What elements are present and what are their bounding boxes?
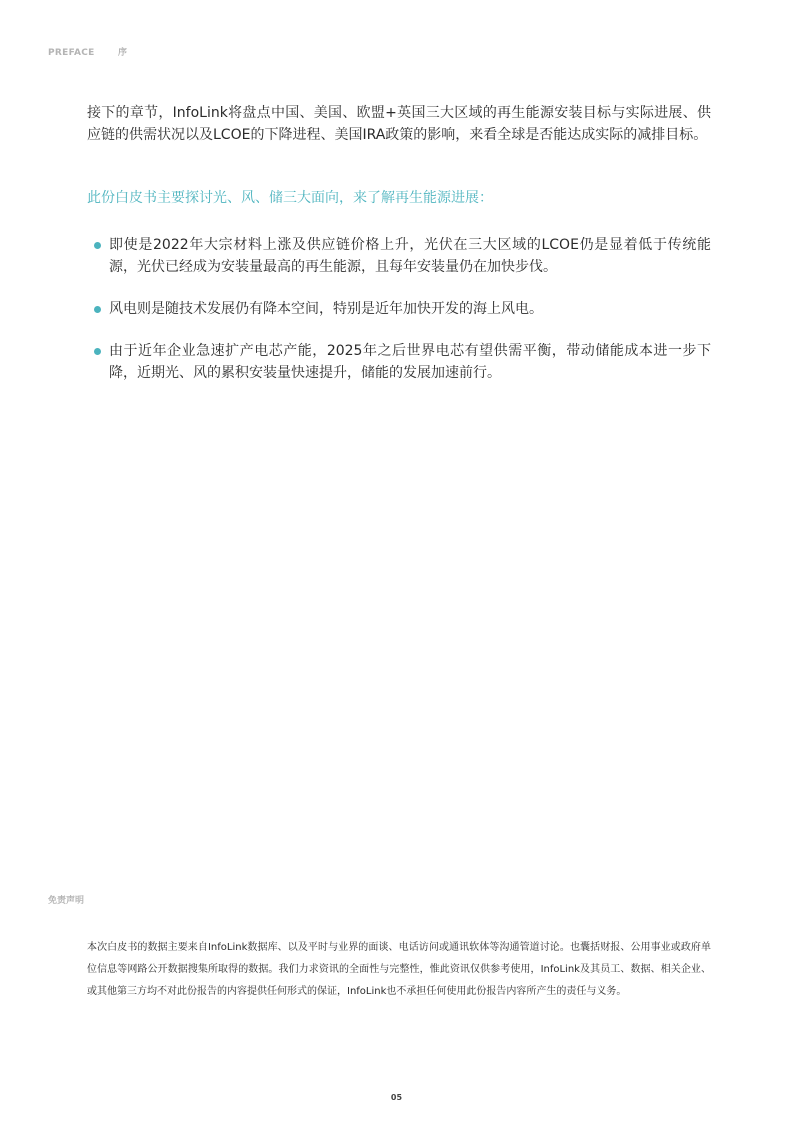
bullet-dot-icon <box>94 242 101 249</box>
bullet-dot-icon <box>94 306 101 313</box>
section-header-cn: 序 <box>118 48 128 58</box>
disclaimer-text: 本次白皮书的数据主要来自InfoLink数据库、以及平时与业界的面谈、电话访问或通讯软体等沟通管道讨论。也囊括财报、公用事业或政府单位信息等网路公开数据搜集所取得的数据。我们力求资讯的全面性与完整性，惟此资讯仅供参考使用，InfoLink及其员工、数据、相关企业、或其他第三方均不对此份报告的内容提供任何形式的保证，InfoLink也不承担任何使用此份报告内容所产生的责任与义务。 <box>87 942 711 997</box>
page-number: 05 <box>390 1093 403 1102</box>
intro-paragraph: 接下的章节，InfoLink将盘点中国、美国、欧盟+英国三大区域的再生能源安装目标与实际进展、供应链的供需状况以及LCOE的下降进程、美国IRA政策的影响，来看全球是否能达成实际的减排目标。 <box>87 105 711 143</box>
bullet-item <box>87 234 711 278</box>
section-header-en: PREFACE <box>48 48 95 58</box>
section-header <box>48 45 127 58</box>
bullet-text: 即使是2022年大宗材料上涨及供应链价格上升，光伏在三大区域的LCOE仍是显着低于传统能源，光伏已经成为安装量最高的再生能源，且每年安装量仍在加快步伐。 <box>109 237 711 275</box>
highlight-subheading: 此份白皮书主要探讨光、风、储三大面向，来了解再生能源进展： <box>87 190 493 206</box>
bullet-text: 风电则是随技术发展仍有降本空间，特别是近年加快开发的海上风电。 <box>109 301 543 317</box>
bullet-list <box>87 234 711 404</box>
bullet-item <box>87 340 711 384</box>
bullet-item <box>87 298 711 320</box>
disclaimer-title: 免责声明 <box>48 896 85 906</box>
bullet-text: 由于近年企业急速扩产电芯产能，2025年之后世界电芯有望供需平衡，带动储能成本进一步下降，近期光、风的累积安装量快速提升，储能的发展加速前行。 <box>109 343 711 381</box>
bullet-dot-icon <box>94 348 101 355</box>
